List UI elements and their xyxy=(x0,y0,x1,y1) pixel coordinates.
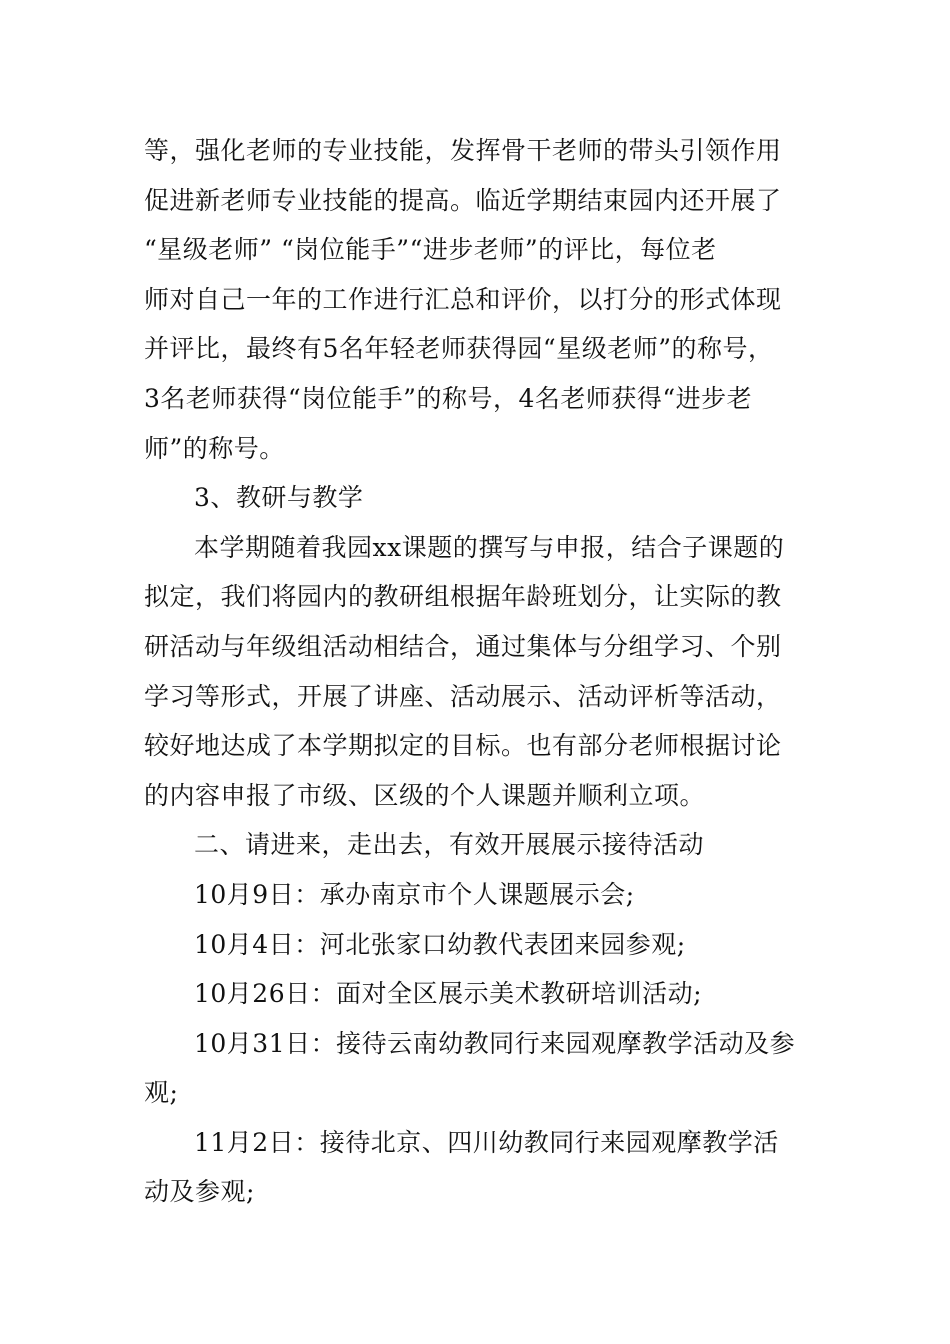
document-body xyxy=(144,126,814,1217)
event-line-oct-31-cont: 观; xyxy=(144,1078,179,1108)
section-heading-activities: 二、请进来，走出去，有效开展展示接待活动 xyxy=(194,830,705,860)
text-line-13: 较好地达成了本学期拟定的目标。也有部分老师根据讨论 xyxy=(144,731,782,761)
event-line-oct-9: 10月9日：承办南京市个人课题展示会; xyxy=(194,879,635,909)
text-line-12: 学习等形式，开展了讲座、活动展示、活动评析等活动， xyxy=(144,681,782,711)
text-line-4: 师对自己一年的工作进行汇总和评价，以打分的形式体现 xyxy=(144,284,782,314)
text-line-1: 等，强化老师的专业技能，发挥骨干老师的带头引领作用 xyxy=(144,136,782,165)
event-line-oct-4: 10月4日：河北张家口幼教代表团来园参观; xyxy=(194,929,686,959)
event-line-nov-2-cont: 动及参观; xyxy=(144,1177,255,1207)
text-line-14: 的内容申报了市级、区级的个人课题并顺利立项。 xyxy=(144,780,706,810)
text-line-2: 促进新老师专业技能的提高。临近学期结束园内还开展了 xyxy=(144,185,782,215)
text-line-5: 并评比，最终有5名年轻老师获得园“星级老师”的称号， xyxy=(144,334,774,364)
text-line-7: 师”的称号。 xyxy=(144,433,285,463)
text-line-6: 3名老师获得“岗位能手”的称号，4名老师获得“进步老 xyxy=(144,383,753,413)
text-line-10: 拟定，我们将园内的教研组根据年龄班划分，让实际的教 xyxy=(144,582,782,612)
event-line-oct-31: 10月31日：接待云南幼教同行来园观摩教学活动及参 xyxy=(194,1028,796,1058)
text-line-11: 研活动与年级组活动相结合，通过集体与分组学习、个别 xyxy=(144,631,782,661)
event-line-oct-26: 10月26日：面对全区展示美术教研培训活动; xyxy=(194,979,703,1009)
text-line-9: 本学期随着我园xx课题的撰写与申报，结合子课题的 xyxy=(194,532,785,562)
section-heading-teaching-research: 3、教研与教学 xyxy=(194,483,364,513)
text-line-3: “星级老师” “岗位能手”“进步老师”的评比，每位老 xyxy=(144,235,717,265)
event-line-nov-2: 11月2日：接待北京、四川幼教同行来园观摩教学活 xyxy=(194,1127,779,1157)
